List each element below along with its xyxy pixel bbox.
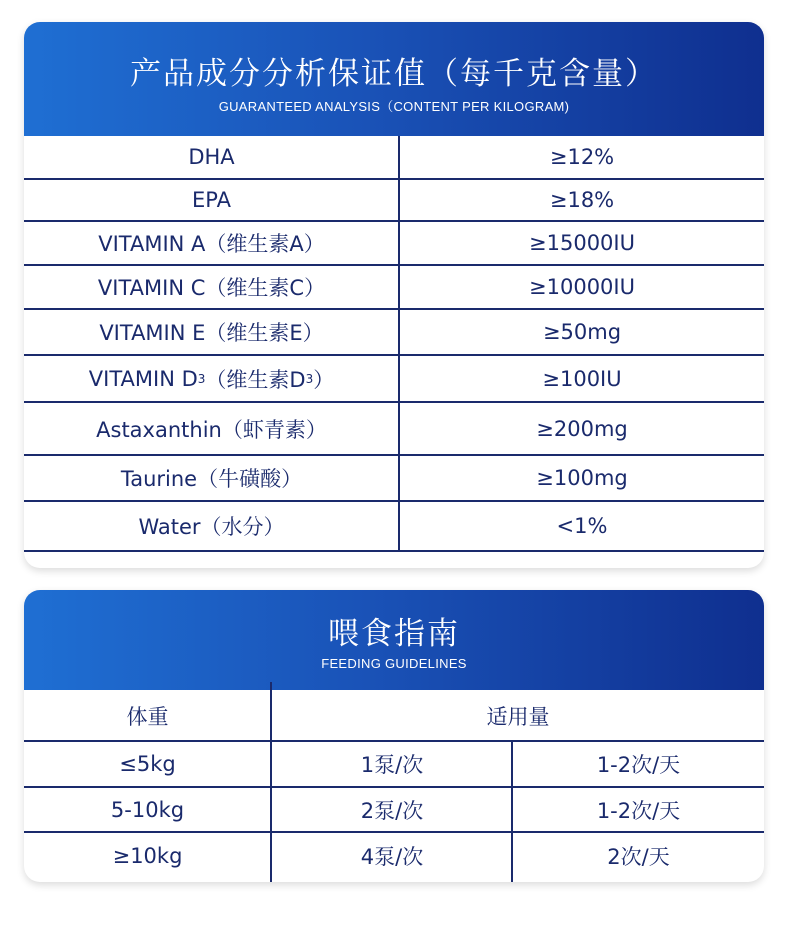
vitamin-d-name-middle: （维生素D xyxy=(205,367,306,392)
table-row-weight: 5-10kg xyxy=(110,797,185,822)
table-row-name: DHA xyxy=(188,145,235,169)
header-weight: 体重 xyxy=(126,705,169,729)
table-row-value: ≥50mg xyxy=(542,320,622,344)
vitamin-d-subscript: 3 xyxy=(197,371,206,386)
table-row-name: Taurine（牛磺酸） xyxy=(120,467,303,491)
table-row-value: ≥100mg xyxy=(536,466,628,490)
table-row-name: VITAMIN C（维生素C） xyxy=(97,276,326,300)
table-row-value: ≥15000IU xyxy=(529,231,635,255)
feeding-title: 喂食指南 xyxy=(328,616,460,652)
analysis-table xyxy=(24,22,764,568)
feeding-guidelines-card xyxy=(24,590,764,882)
table-row-name: VITAMIN E（维生素E） xyxy=(99,321,324,345)
table-row-name: Water（水分） xyxy=(138,515,285,539)
guaranteed-analysis-card xyxy=(24,22,764,568)
feeding-table xyxy=(24,590,764,882)
table-row-name xyxy=(24,356,399,401)
table-row-frequency: 2次/天 xyxy=(607,845,670,869)
vitamin-d-name-suffix: ） xyxy=(313,367,335,392)
feeding-subtitle: FEEDING GUIDELINES xyxy=(321,656,467,671)
vitamin-d-subscript: 3 xyxy=(305,371,314,386)
table-row-amount: 4泵/次 xyxy=(360,845,424,869)
table-row-value: ≥100IU xyxy=(542,366,622,391)
table-row-amount: 2泵/次 xyxy=(360,798,424,823)
analysis-subtitle: GUARANTEED ANALYSIS（CONTENT PER KILOGRAM) xyxy=(218,99,570,114)
table-row-weight: ≥10kg xyxy=(112,844,183,868)
table-row-name: VITAMIN A（维生素A） xyxy=(98,232,325,256)
table-row-value: ≥12% xyxy=(549,145,615,169)
table-row-amount: 1泵/次 xyxy=(360,753,424,777)
table-row-value: ≥18% xyxy=(549,188,615,212)
analysis-title: 产品成分分析保证值（每千克含量） xyxy=(130,56,658,92)
table-row-value: <1% xyxy=(556,514,608,538)
table-row-name: EPA xyxy=(192,188,231,212)
table-row-value: ≥200mg xyxy=(536,416,628,441)
vitamin-d-name-prefix: VITAMIN D xyxy=(88,366,198,391)
table-row-frequency: 1-2次/天 xyxy=(596,798,681,823)
table-divider xyxy=(24,550,764,552)
table-row-weight: ≤5kg xyxy=(119,752,176,776)
header-dosage: 适用量 xyxy=(486,705,550,729)
table-row-value: ≥10000IU xyxy=(529,275,635,299)
table-row-name: Astaxanthin（虾青素） xyxy=(96,417,327,442)
table-row-frequency: 1-2次/天 xyxy=(596,753,681,777)
